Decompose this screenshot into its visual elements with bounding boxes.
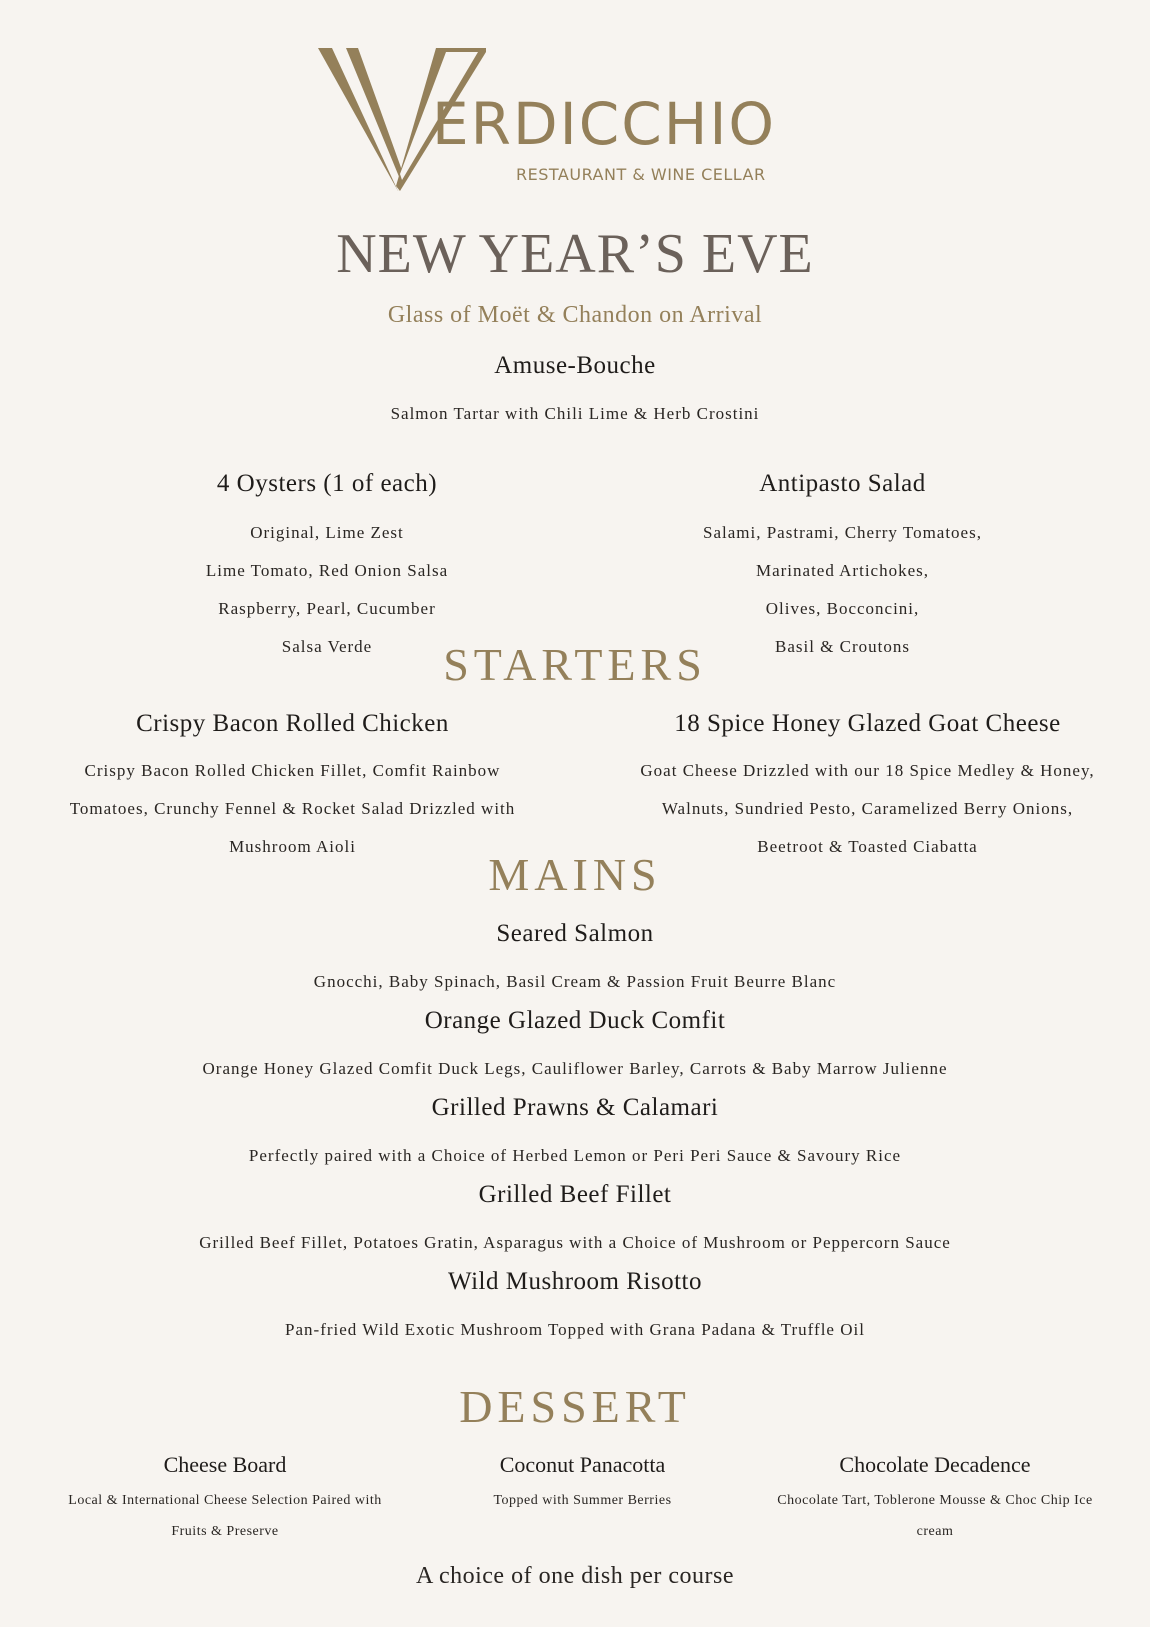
brand-name: ERDICCHIO (432, 90, 777, 158)
dessert-line: Fruits & Preserve (171, 1524, 279, 1539)
oysters-line: Original, Lime Zest (250, 523, 404, 542)
starter-left-line: Crispy Bacon Rolled Chicken Fillet, Comfit Rainbow (84, 761, 501, 780)
starter-left-line: Tomatoes, Crunchy Fennel & Rocket Salad Drizzled with (69, 799, 516, 818)
oysters-line: Lime Tomato, Red Onion Salsa (205, 561, 449, 580)
page-title: NEW YEAR’S EVE (336, 223, 814, 285)
dessert-title: Chocolate Decadence (839, 1452, 1031, 1477)
oysters-heading: 4 Oysters (1 of each) (216, 470, 438, 497)
main-title: Seared Salmon (496, 920, 654, 947)
antipasto-line: Marinated Artichokes, (755, 561, 929, 580)
dessert-line: Local & International Cheese Selection Paired with (68, 1493, 382, 1508)
footer-note: A choice of one dish per course (415, 1563, 735, 1589)
antipasto-line: Basil & Croutons (774, 637, 910, 656)
amuse-heading: Amuse-Bouche (494, 352, 656, 379)
dessert-desc (30, 1485, 420, 1547)
main-title: Grilled Prawns & Calamari (431, 1094, 719, 1121)
amuse-desc: Salmon Tartar with Chili Lime & Herb Crostini (390, 404, 760, 423)
starters-heading: STARTERS (443, 639, 707, 690)
starter-right-line: Beetroot & Toasted Ciabatta (757, 837, 978, 856)
brand-subtitle: RESTAURANT & WINE CELLAR (516, 165, 766, 184)
dessert-line: Chocolate Tart, Toblerone Mousse & Choc Chip Ice (777, 1493, 1093, 1508)
main-desc: Pan-fried Wild Exotic Mushroom Topped with Grana Padana & Truffle Oil (285, 1320, 865, 1339)
oysters-line: Raspberry, Pearl, Cucumber (218, 599, 436, 618)
main-desc: Grilled Beef Fillet, Potatoes Gratin, Asparagus with a Choice of Mushroom or Peppercorn Sauce (199, 1233, 951, 1252)
main-title: Wild Mushroom Risotto (448, 1268, 702, 1295)
dessert-line: Topped with Summer Berries (493, 1493, 672, 1508)
starter-right-title: 18 Spice Honey Glazed Goat Cheese (674, 710, 1061, 737)
mains-heading: MAINS (488, 849, 662, 900)
dessert-title: Cheese Board (163, 1452, 287, 1477)
antipasto-line: Salami, Pastrami, Cherry Tomatoes, (703, 523, 982, 542)
starter-right-line: Goat Cheese Drizzled with our 18 Spice Medley & Honey, (640, 761, 1095, 780)
arrival-note: Glass of Moët & Chandon on Arrival (387, 302, 763, 328)
dessert-desc (440, 1485, 725, 1516)
main-desc: Gnocchi, Baby Spinach, Basil Cream & Passion Fruit Beurre Blanc (313, 972, 837, 991)
antipasto-line: Olives, Bocconcini, (765, 599, 920, 618)
dessert-desc (740, 1485, 1130, 1547)
antipasto-heading: Antipasto Salad (759, 470, 926, 497)
main-desc: Perfectly paired with a Choice of Herbed Lemon or Peri Peri Sauce & Savoury Rice (248, 1146, 902, 1165)
main-title: Grilled Beef Fillet (478, 1181, 672, 1208)
starter-left-title: Crispy Bacon Rolled Chicken (136, 710, 449, 737)
dessert-title: Coconut Panacotta (499, 1452, 666, 1477)
starter-right-line: Walnuts, Sundried Pesto, Caramelized Berry Onions, (661, 799, 1074, 818)
dessert-heading: DESSERT (459, 1381, 691, 1432)
oysters-line: Salsa Verde (281, 637, 373, 656)
main-desc: Orange Honey Glazed Comfit Duck Legs, Cauliflower Barley, Carrots & Baby Marrow Julienne (202, 1059, 948, 1078)
main-title: Orange Glazed Duck Comfit (424, 1007, 726, 1034)
dessert-line: cream (916, 1524, 954, 1539)
starter-left-line: Mushroom Aioli (229, 837, 356, 856)
